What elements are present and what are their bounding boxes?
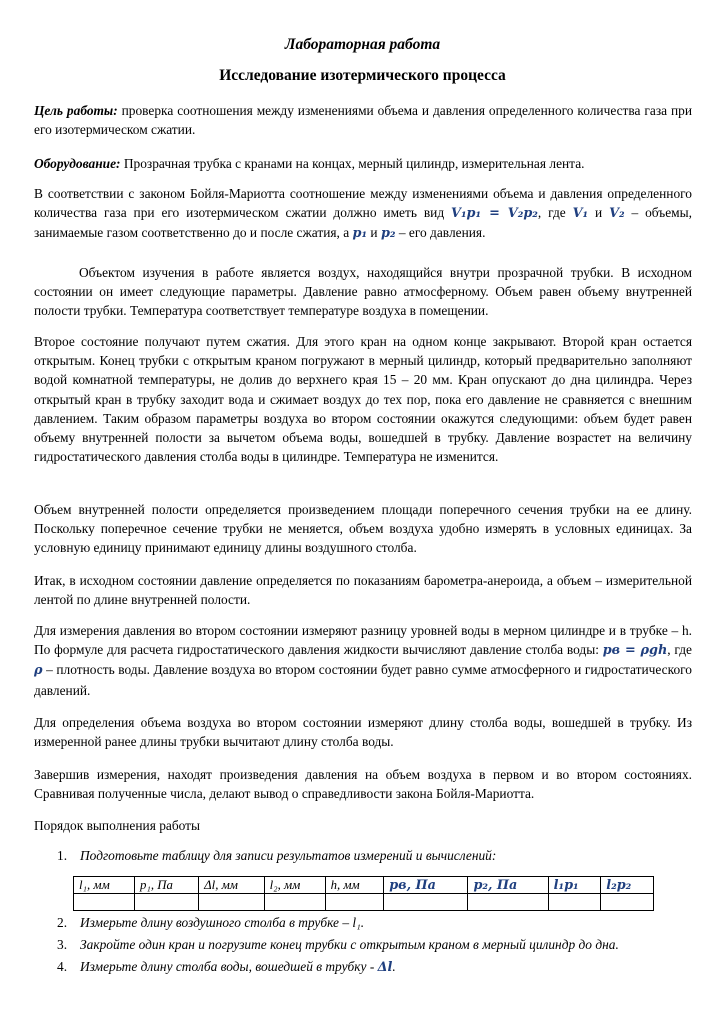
step-text: Подготовьте таблицу для записи результатов измерений и вычислений:: [80, 848, 497, 863]
list-item: [57, 937, 619, 953]
table-header-cell: l₂, мм: [264, 877, 325, 894]
boyle-formula: V₁p₁ = V₂p₂: [451, 206, 538, 222]
list-item: [57, 915, 364, 931]
pressure-paragraph: [34, 621, 692, 700]
var-v1: V₁: [572, 206, 589, 222]
table-cell: [548, 894, 601, 911]
goal-text: проверка соотношения между изменениями объема и давления определенного количества газа при его изотермическом сжатии.: [34, 103, 692, 138]
table-cell: [468, 894, 548, 911]
table-header-cell: p₂, Па: [468, 877, 548, 894]
var-delta-l: Δl: [377, 960, 393, 975]
step-number: 3.: [57, 937, 68, 952]
hydrostatic-formula: pв = ρgh: [602, 643, 668, 659]
boyle-text-5: и: [367, 225, 381, 241]
var-v2: V₂: [609, 206, 625, 222]
step-text: Закройте один кран и погрузите конец трубки с открытым краном в мерный цилиндр до дна.: [80, 937, 619, 952]
table-header-cell: l₁, мм: [74, 877, 135, 894]
volume2-paragraph: Для определения объема воздуха во втором состоянии измеряют длину столба воды, вошедшей в трубку. Из измеренной ранее длины трубки вычитают длину столба воды.: [34, 715, 692, 750]
boyle-text-6: – его давления.: [395, 225, 486, 241]
goal-label: Цель работы:: [34, 103, 118, 118]
boyle-text-3: и: [588, 205, 610, 221]
table-header-cell: l₁p₁: [548, 877, 601, 894]
goal-paragraph: [34, 101, 692, 139]
order-heading: Порядок выполнения работы: [34, 818, 201, 833]
var-rho: ρ: [34, 663, 43, 679]
table-cell: [135, 894, 199, 911]
volume-paragraph: Объем внутренней полости определяется произведением площади поперечного сечения трубки на ее длину. Поскольку поперечное сечение трубки не меняется, объем воздуха удобно измерять в условных единицах. За условную единицу принимают единицу длины воздушного столба.: [34, 502, 692, 556]
second-state-paragraph: Второе состояние получают путем сжатия. Для этого кран на одном конце закрывают. Второй кран остается открытым. Конец трубки с открытым краном погружают в мерный цилиндр, который предварительно заполняют водой комнатной температуры, не долив до верхнего края 15 – 20 мм. Кран опускают до дна цилиндра. Через открытый кран в трубку заходит вода и сжимает воздух до тех пор, пока его давление не сравняется с внешним давлением. Таким образом параметры воздуха во втором состоянии окажутся следующими: объем будет равен объему внутренней полости за вычетом объема воды, вошедшей в трубку. Давление возрастет на величину гидростатического давления столба воды в цилиндре. Температура не изменится.: [34, 334, 692, 465]
var-p1: p₁: [352, 226, 368, 242]
table-header-cell: l₂p₂: [601, 877, 654, 894]
list-item: [57, 959, 396, 975]
table-cell: [74, 894, 135, 911]
step-number: 4.: [57, 959, 68, 974]
boyle-paragraph: [34, 184, 692, 244]
equipment-paragraph: [34, 154, 692, 173]
finish-paragraph: Завершив измерения, находят произведения давления на объем воздуха в первом и во втором состояниях. Сравнивая полученные числа, делают вывод о справедливости закона Бойля-Мариотта.: [34, 767, 692, 802]
table-header-row: [74, 877, 654, 894]
pressure-text-2: , где: [667, 642, 692, 658]
var-p2: p₂: [380, 226, 396, 242]
object-paragraph: Объектом изучения в работе является воздух, находящийся внутри прозрачной трубки. В исходном состоянии он имеет следующие параметры. Давление равно атмосферному. Объем равен объему внутренней полости трубки. Температура соответствует температуре воздуха в помещении.: [34, 265, 692, 319]
list-item: [57, 848, 496, 864]
boyle-text-1: В соответствии с законом Бойля-Мариотта соотношение между изменениями объема и давления определенного количества газа при его изотермическом сжатии должно иметь вид: [34, 186, 692, 221]
step-number: 2.: [57, 915, 68, 930]
table-cell: [601, 894, 654, 911]
table-header-cell: p₁, Па: [135, 877, 199, 894]
equipment-label: Оборудование:: [34, 156, 121, 171]
page-subtitle: Исследование изотермического процесса: [219, 67, 506, 84]
table-header-cell: pв, Па: [384, 877, 468, 894]
table-header-cell: Δl, мм: [199, 877, 264, 894]
boyle-text-2: , где: [537, 205, 573, 221]
measurement-table: [73, 876, 654, 911]
step-text: Измерьте длину столба воды, вошедшей в трубку -: [80, 959, 378, 974]
equipment-text: Прозрачная трубка с кранами на концах, мерный цилиндр, измерительная лента.: [120, 156, 585, 171]
table-cell: [325, 894, 384, 911]
table-cell: [384, 894, 468, 911]
boyle-text-4: – объемы, занимаемые газом соответственно до и после сжатия, а: [34, 205, 692, 241]
table-cell: [199, 894, 264, 911]
pressure-text-1: Для измерения давления во втором состоянии измеряют разницу уровней воды в мерном цилиндре и в трубке – h. По формуле для расчета гидростатического давления жидкости вычисляют давление столба воды:: [34, 623, 692, 658]
step-end: .: [392, 959, 396, 974]
initial-state-paragraph: Итак, в исходном состоянии давление определяется по показаниям барометра-анероида, а объем – измерительной лентой по длине внутренней полости.: [34, 573, 692, 608]
page-title: Лабораторная работа: [284, 36, 441, 53]
step-number: 1.: [57, 848, 68, 863]
pressure-text-3: – плотность воды. Давление воздуха во втором состоянии будет равно сумме атмосферного и гидростатического давлений.: [34, 662, 692, 698]
table-cell: [264, 894, 325, 911]
table-header-cell: h, мм: [325, 877, 384, 894]
step-text: Измерьте длину воздушного столба в трубке – l₁.: [80, 915, 365, 930]
table-row: [74, 894, 654, 911]
